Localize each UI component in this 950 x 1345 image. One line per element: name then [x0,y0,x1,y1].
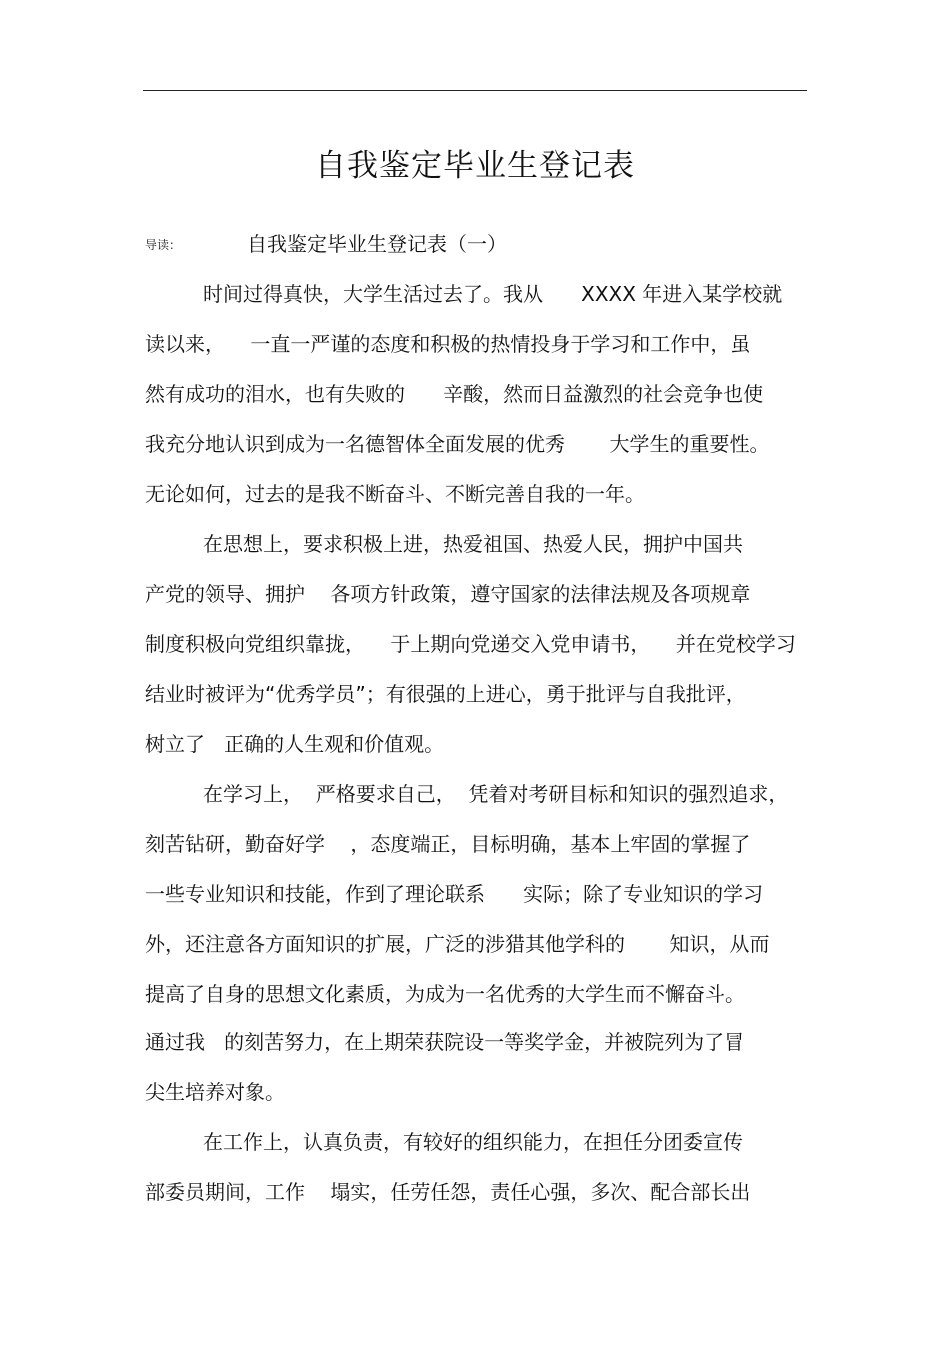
intro-label: 导读： [145,238,182,252]
paragraph-3-line-7: 尖生培养对象。 [145,1080,285,1104]
paragraph-1-line-5: 无论如何，过去的是我不断奋斗、不断完善自我的一年。 [145,482,645,506]
paragraph-1-line-1: 时间过得真快，大学生活过去了。我从 XXXX 年进入某学校就 [203,282,783,306]
paragraph-1-line-4: 我充分地认识到成为一名德智体全面发展的优秀 大学生的重要性。 [145,432,770,456]
paragraph-3-line-1: 在学习上， 严格要求自己， 凭着对考研目标和知识的强烈追求， [203,782,789,806]
paragraph-2-line-2: 产党的领导、拥护 各项方针政策，遵守国家的法律法规及各项规章 [145,582,751,606]
paragraph-1-line-3: 然有成功的泪水，也有失败的 辛酸，然而日益激烈的社会竞争也使 [145,382,764,406]
paragraph-1-line-2: 读以来， 一直一严谨的态度和积极的热情投身于学习和工作中，虽 [145,332,751,356]
paragraph-4-line-1: 在工作上，认真负责，有较好的组织能力，在担任分团委宣传 [203,1130,743,1154]
document-title: 自我鉴定毕业生登记表 [315,148,635,184]
header-rule [143,90,807,91]
paragraph-2-line-4: 结业时被评为“优秀学员”；有很强的上进心，勇于批评与自我批评， [145,682,746,706]
paragraph-3-line-4: 外，还注意各方面知识的扩展，广泛的涉猎其他学科的 知识，从而 [145,932,770,956]
intro-text: 自我鉴定毕业生登记表（一） [247,232,507,256]
paragraph-2-line-5: 树立了 正确的人生观和价值观。 [145,732,445,756]
paragraph-3-line-3: 一些专业知识和技能，作到了理论联系 实际；除了专业知识的学习 [145,882,764,906]
paragraph-3-line-2: 刻苦钻研，勤奋好学 ，态度端正，目标明确，基本上牢固的掌握了 [145,832,751,856]
paragraph-3-line-6: 通过我 的刻苦努力，在上期荣获院设一等奖学金，并被院列为了冒 [145,1030,745,1054]
paragraph-2-line-1: 在思想上，要求积极上进，热爱祖国、热爱人民，拥护中国共 [203,532,743,556]
paragraph-3-line-5: 提高了自身的思想文化素质，为成为一名优秀的大学生而不懈奋斗。 [145,982,745,1006]
intro-row [145,228,805,258]
paragraph-4-line-2: 部委员期间，工作 塌实，任劳任怨，责任心强，多次、配合部长出 [145,1180,751,1204]
paragraph-2-line-3: 制度积极向党组织靠拢， 于上期向党递交入党申请书， 并在党校学习 [145,632,796,656]
